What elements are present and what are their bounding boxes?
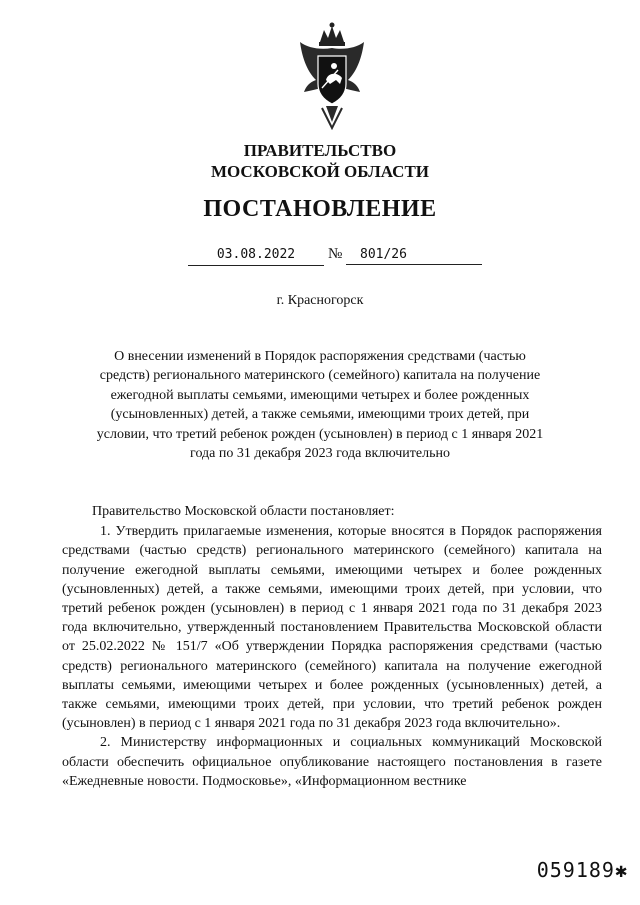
document-body [62, 502, 602, 791]
paragraph-2: 2. Министерству информационных и социальных коммуникаций Московской области обеспечить официальное опубликование настоящего постановления в газете «Ежедневные новости. Подмосковье», «Информационном вестнике [62, 735, 602, 789]
asterisk-icon: ✱ [614, 858, 628, 882]
government-line-2: МОСКОВСКОЙ ОБЛАСТИ [210, 162, 430, 181]
document-type: ПОСТАНОВЛЕНИЕ [203, 196, 437, 222]
document-date: 03.08.2022 [188, 247, 324, 266]
coat-of-arms-icon [296, 22, 368, 130]
city: г. Красногорск [276, 293, 364, 308]
document-number: 801/26 [346, 247, 482, 265]
number-sign: № [328, 246, 343, 262]
serial-number: 059189 [536, 858, 615, 882]
paragraph-1: 1. Утвердить прилагаемые изменения, которые вносятся в Порядок распоряжения средствами (частью средств) регионального материнского (семейного) капитала на получение ежегодной выплаты семьями, имеющими четырех и более рожденных (усыновленных) детей, а также семьями, имеющими троих детей, при условии, что третий ребенок рожден (усыновлен) в период с 1 января 2021 года по 31 декабря 2023 года включительно, утвержденный постановлением Правительства Московской области от 25.02.2022 № 151/7 «Об утверждении Порядка распоряжения средствами (частью средств) регионального материнского (семейного) капитала на получение ежегодной выплаты семьями, имеющими четырех и более рожденных (усыновленных) детей, а также семьями, имеющими троих детей, при условии, что третий ребенок рожден (усыновлен) в период с 1 января 2021 года по 31 декабря 2023 года включительно». [62, 524, 602, 732]
government-line-1: ПРАВИТЕЛЬСТВО [243, 141, 397, 160]
serial-stamp [537, 858, 628, 882]
government-name [0, 140, 640, 182]
lead-paragraph: Правительство Московской области постановляет: [92, 504, 395, 519]
document-title: О внесении изменений в Порядок распоряжения средствами (частью средств) регионального материнского (семейного) капитала на получение ежегодной выплаты семьями, имеющими четырех и более рожденных (усыновленных) детей, а также семьями, имеющими троих детей, при условии, что третий ребенок рожден (усыновлен) в период с 1 января 2021 года по 31 декабря 2023 года включительно [96, 349, 544, 462]
